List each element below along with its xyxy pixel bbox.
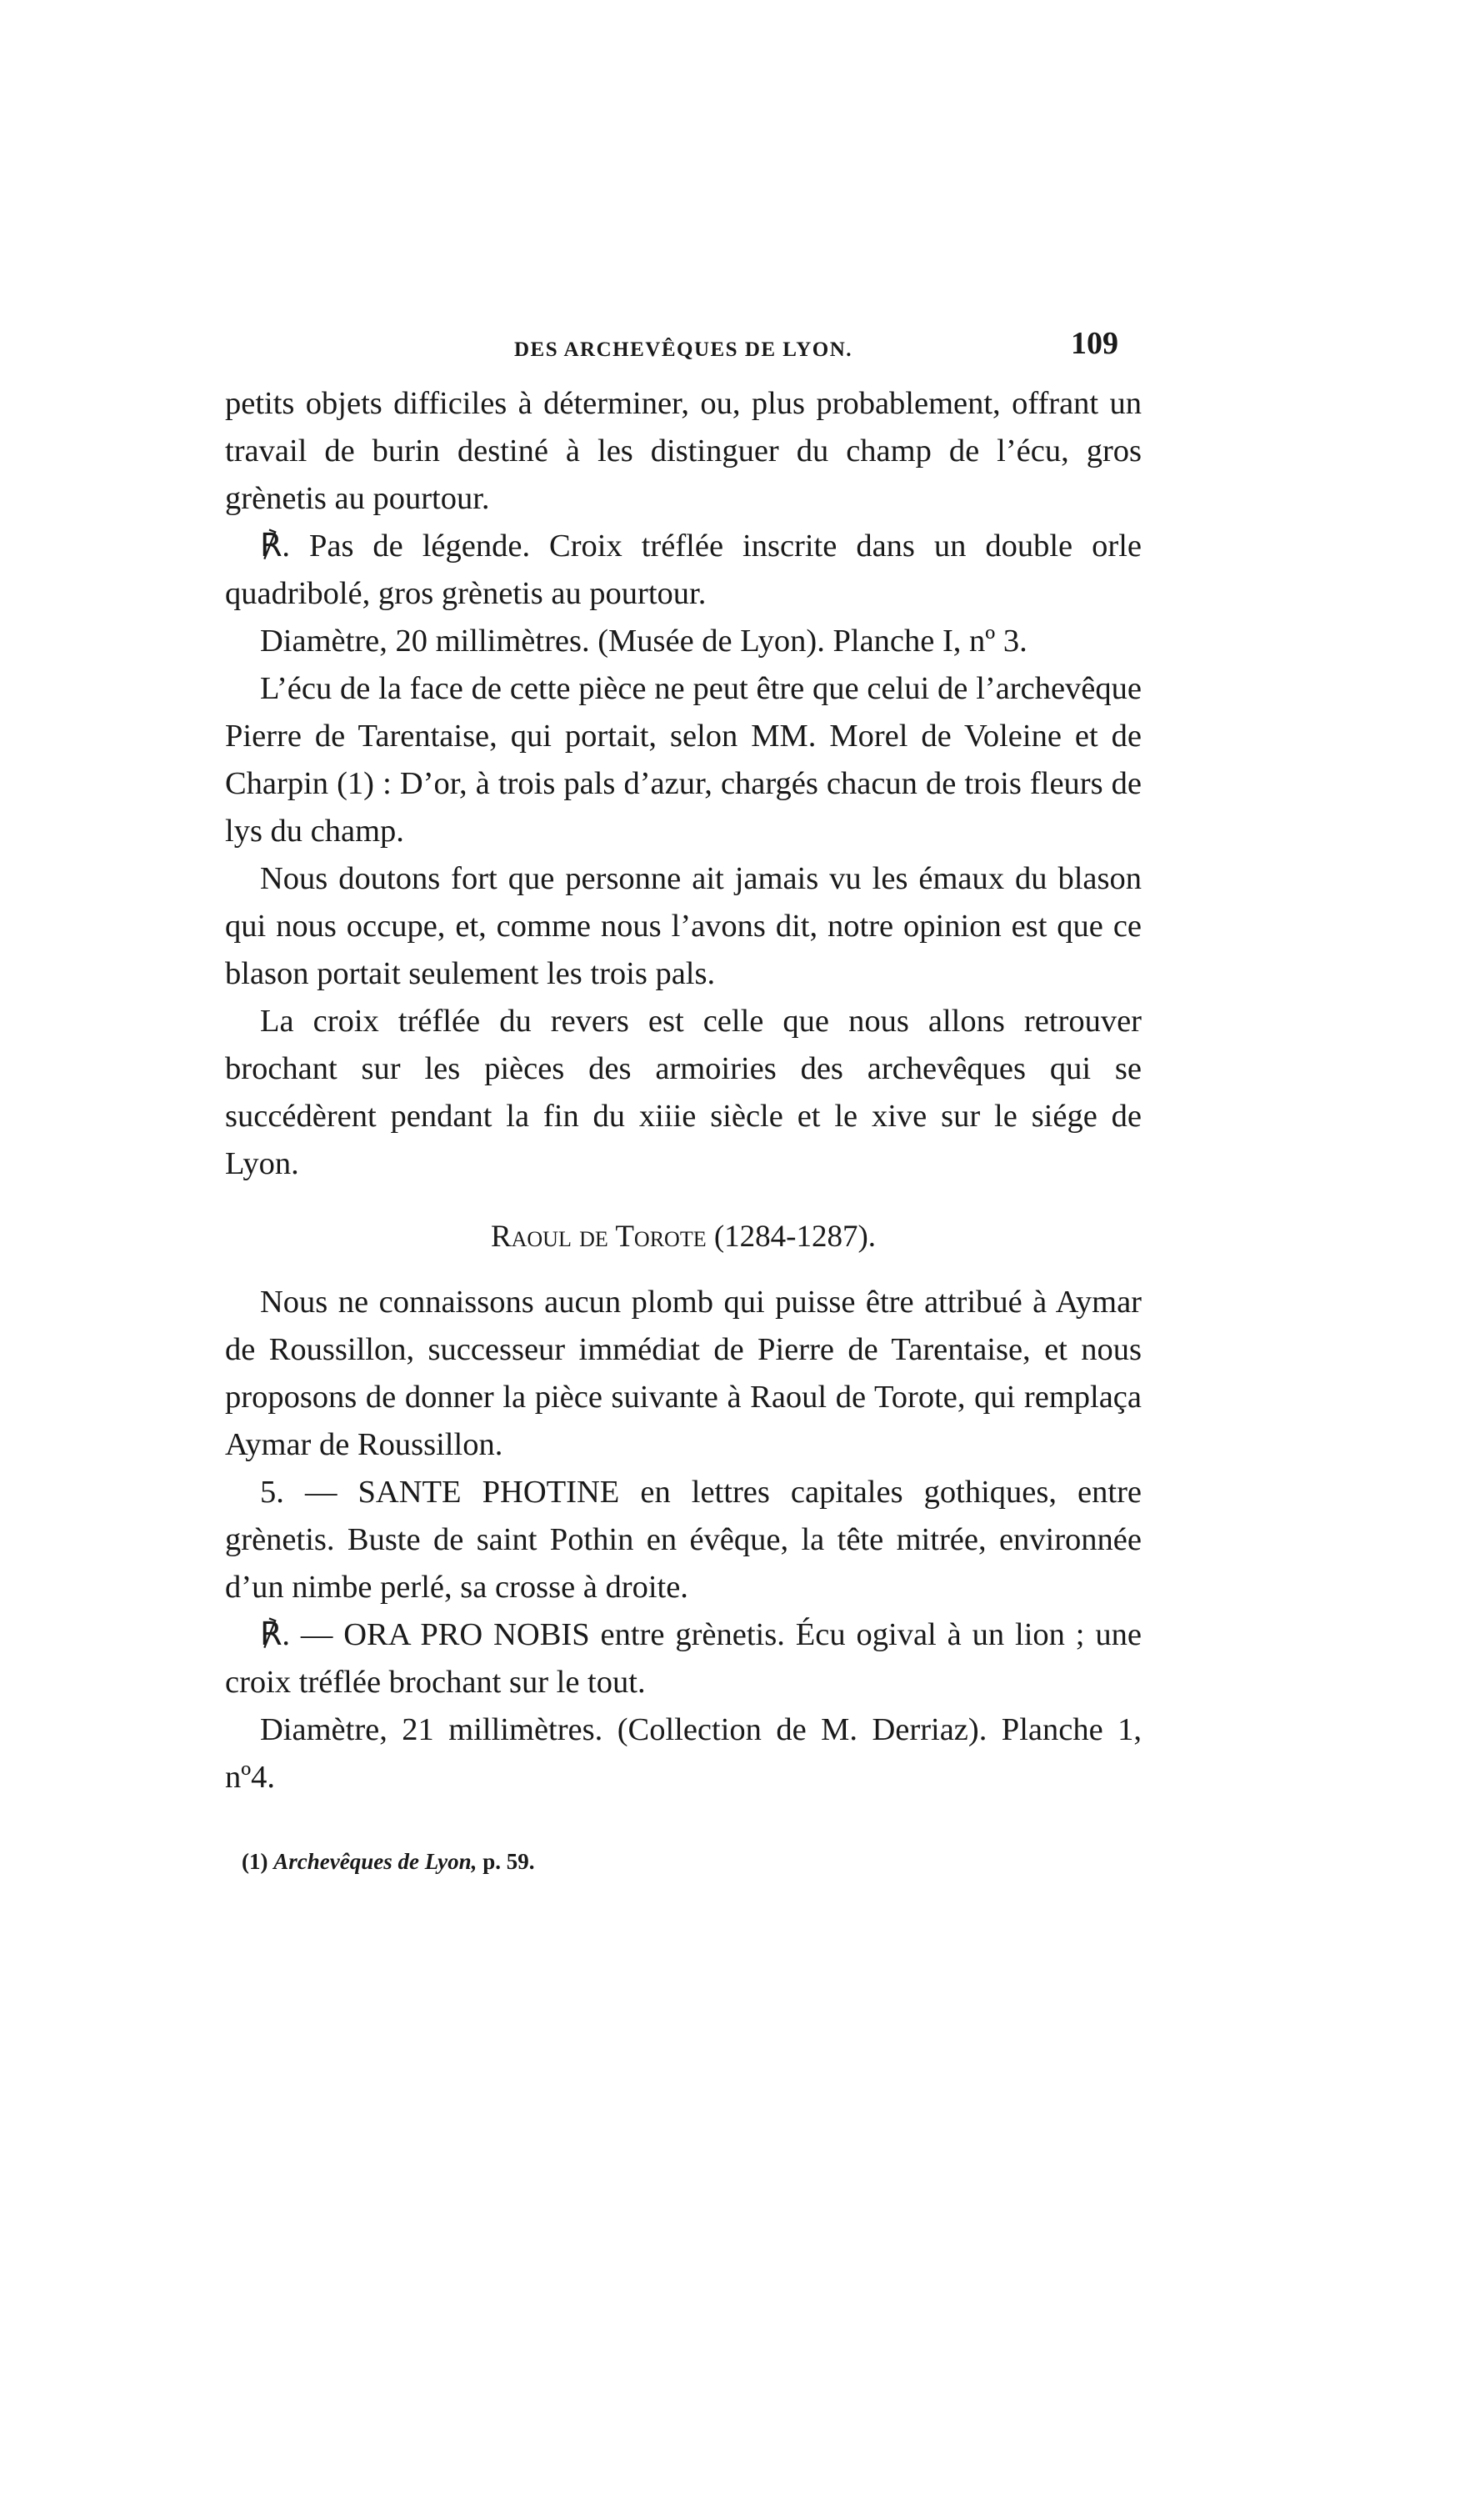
paragraph-attribution-raoul: Nous ne connaissons aucun plomb qui puisse être attribué à Aymar de Roussillon, successeur immédiat de Pierre de Tarentaise, et nous proposons de donner la pièce suivante à Raoul de Torote, qui remplaça Aymar de Roussillon.	[225, 1285, 1142, 1462]
paragraph-item-5: 5. — SANTE PHOTINE en lettres capitales gothiques, entre grènetis. Buste de saint Pothin en évêque, la tête mitrée, environnée d’un nimbe perlé, sa crosse à droite.	[225, 1475, 1142, 1605]
section-heading: Raoul de Torote (1284-1287).	[490, 1220, 877, 1254]
paragraph-blason-opinion: Nous doutons fort que personne ait jamais vu les émaux du blason qui nous occupe, et, comme nous l’avons dit, notre opinion est que ce blason portait seulement les trois pals.	[225, 861, 1142, 991]
footnote-page: p. 59.	[482, 1849, 535, 1874]
paragraph-continuation: petits objets difficiles à déterminer, ou, plus probablement, offrant un travail de burin destiné à les distinguer du champ de l’écu, gros grènetis au pourtour.	[225, 386, 1142, 516]
paragraph-diameter-2: Diamètre, 21 millimètres. (Collection de M. Derriaz). Planche 1, nº4.	[225, 1712, 1142, 1795]
footnote-title: Archevêques de Lyon,	[273, 1849, 478, 1874]
paragraph-item-5-reverse: ℟. — ORA PRO NOBIS entre grènetis. Écu ogival à un lion ; une croix tréflée brochant sur le tout.	[225, 1617, 1142, 1700]
book-page	[225, 325, 1142, 1878]
paragraph-reverse-description: ℟. Pas de légende. Croix tréflée inscrite dans un double orle quadribolé, gros grènetis au pourtour.	[225, 529, 1142, 611]
footnote-ref: (1)	[242, 1849, 268, 1874]
page-number: 109	[1071, 326, 1118, 361]
running-title: DES ARCHEVÊQUES DE LYON.	[513, 338, 852, 361]
running-head	[225, 325, 1142, 375]
paragraph-croix-treflee: La croix tréflée du revers est celle que nous allons retrouver brochant sur les pièces des armoiries des archevêques qui se succédèrent pendant la fin du xiiie siècle et le xive sur le siége de Lyon.	[225, 1004, 1142, 1181]
footnote	[242, 1845, 1142, 1878]
paragraph-diameter-1: Diamètre, 20 millimètres. (Musée de Lyon). Planche I, nº 3.	[260, 624, 1028, 659]
paragraph-ecu-attribution: L’écu de la face de cette pièce ne peut être que celui de l’archevêque Pierre de Tarentaise, qui portait, selon MM. Morel de Voleine et de Charpin (1) : D’or, à trois pals d’azur, chargés chacun de trois fleurs de lys du champ.	[225, 671, 1142, 849]
